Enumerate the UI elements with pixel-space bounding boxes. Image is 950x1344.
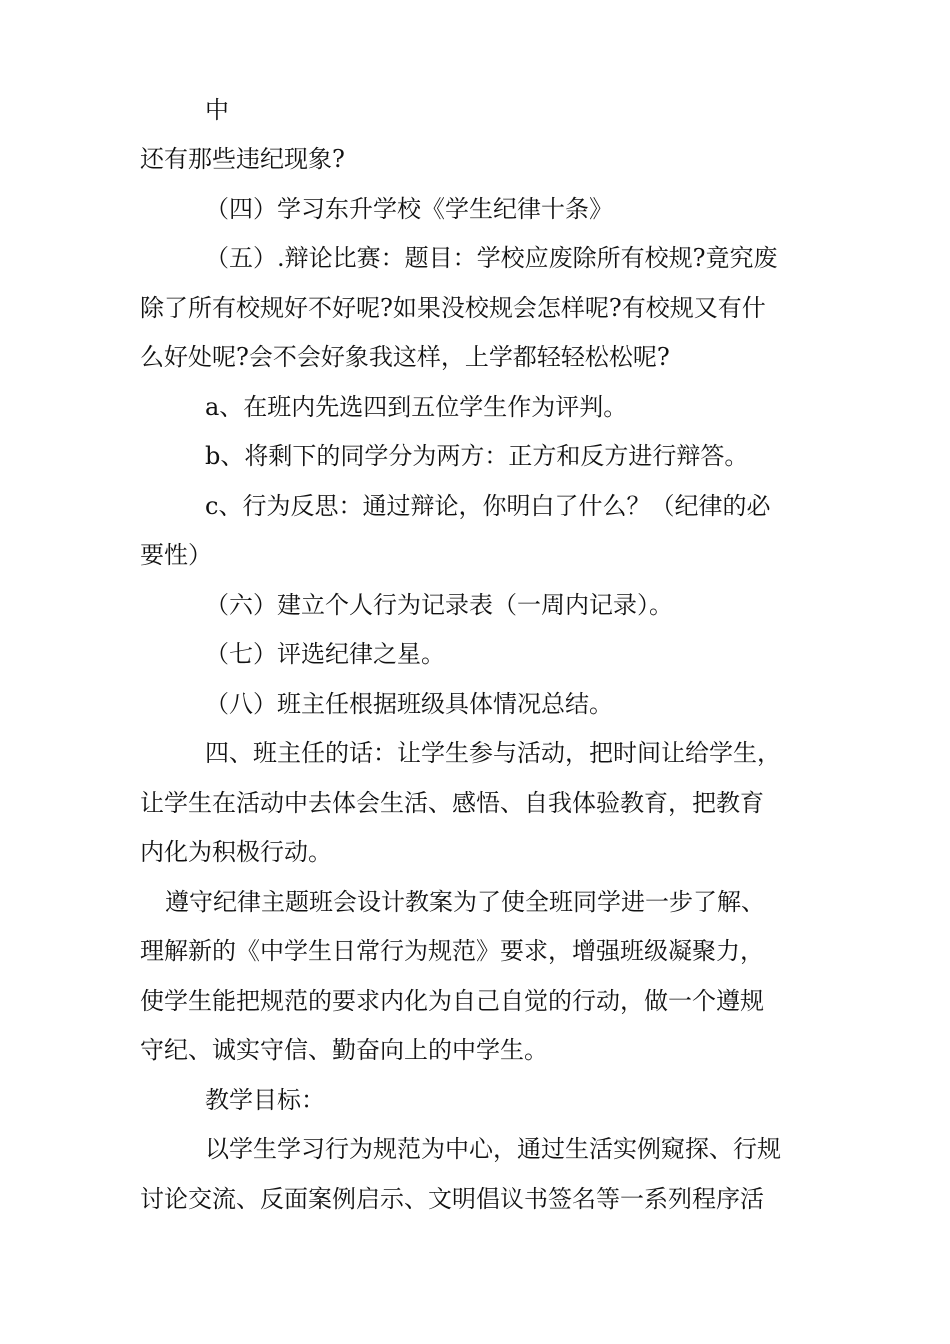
text-line: 讨论交流、反面案例启示、文明倡议书签名等一系列程序活 xyxy=(140,1185,764,1213)
list-item: b、将剩下的同学分为两方：正方和反方进行辩答。 xyxy=(205,442,749,470)
paragraph-start: 以学生学习行为规范为中心，通过生活实例窥探、行规 xyxy=(205,1135,781,1163)
section-heading: （四）学习东升学校《学生纪律十条》 xyxy=(205,195,613,223)
text-line: 么好处呢?会不会好象我这样，上学都轻轻松松呢? xyxy=(140,343,670,371)
list-item: c、行为反思：通过辩论，你明白了什么？（纪律的必 xyxy=(205,492,771,520)
section-heading: （六）建立个人行为记录表（一周内记录）。 xyxy=(205,591,673,619)
text-line: 中 xyxy=(205,96,229,124)
text-line: 内化为积极行动。 xyxy=(140,838,332,866)
text-line: 还有那些违纪现象? xyxy=(140,145,345,173)
text-line: 要性） xyxy=(140,541,212,569)
text-line: 让学生在活动中去体会生活、感悟、自我体验教育，把教育 xyxy=(140,789,764,817)
section-heading: （八）班主任根据班级具体情况总结。 xyxy=(205,690,613,718)
text-line: 除了所有校规好不好呢?如果没校规会怎样呢?有校规又有什 xyxy=(140,294,766,322)
paragraph-start: 遵守纪律主题班会设计教案为了使全班同学进一步了解、 xyxy=(165,888,765,916)
section-heading: 四、班主任的话：让学生参与活动，把时间让给学生， xyxy=(205,739,781,767)
list-item: a、在班内先选四到五位学生作为评判。 xyxy=(205,393,628,421)
section-heading: （五）.辩论比赛：题目：学校应废除所有校规?竟究废 xyxy=(205,244,778,272)
text-line: 理解新的《中学生日常行为规范》要求，增强班级凝聚力， xyxy=(140,937,764,965)
text-line: 守纪、诚实守信、勤奋向上的中学生。 xyxy=(140,1036,548,1064)
section-heading: 教学目标： xyxy=(205,1086,325,1114)
text-line: 使学生能把规范的要求内化为自己自觉的行动，做一个遵规 xyxy=(140,987,764,1015)
section-heading: （七）评选纪律之星。 xyxy=(205,640,445,668)
